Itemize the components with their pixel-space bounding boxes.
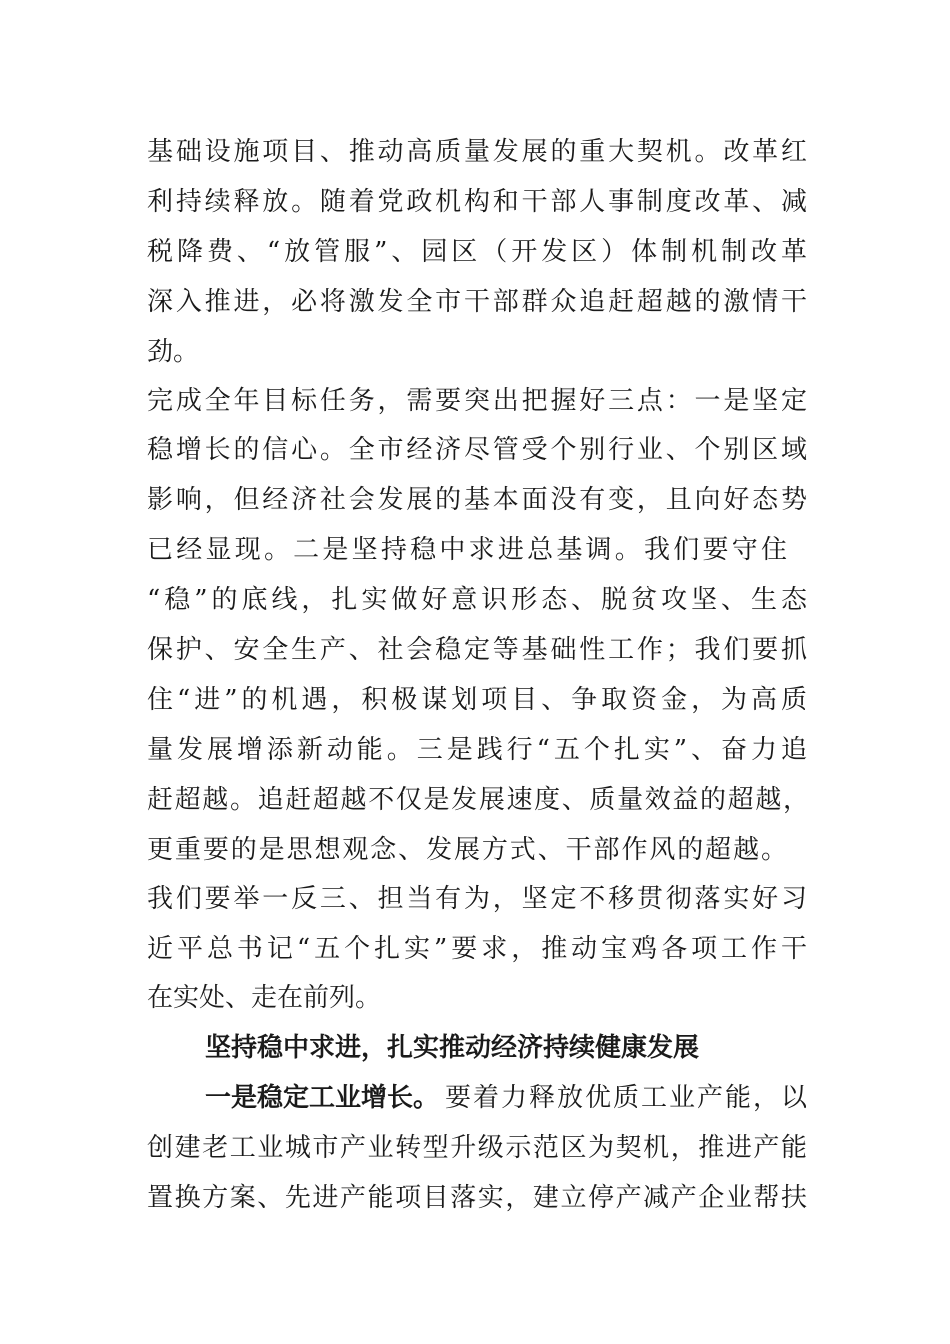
paragraph-line: 赶超越。追赶超越不仅是发展速度、质量效益的超越， <box>147 785 809 815</box>
section-heading: 坚持稳中求进，扎实推动经济持续健康发展 <box>205 1033 700 1063</box>
paragraph-line: 置换方案、先进产能项目落实，建立停产减产企业帮扶 <box>147 1183 807 1213</box>
paragraph-lead: 一是稳定工业增长。 <box>205 1083 440 1113</box>
paragraph-line: 影响，但经济社会发展的基本面没有变，且向好态势 <box>147 485 807 515</box>
paragraph-line: 完成全年目标任务，需要突出把握好三点：一是坚定 <box>147 386 807 416</box>
paragraph-line: 量发展增添新动能。三是践行“五个扎实”、奋力追 <box>147 735 807 765</box>
paragraph-line: 深入推进，必将激发全市干部群众追赶超越的激情干 <box>147 287 807 317</box>
paragraph-line: 更重要的是思想观念、发展方式、干部作风的超越。 <box>147 835 787 865</box>
paragraph-line: 稳增长的信心。全市经济尽管受个别行业、个别区域 <box>147 435 807 465</box>
paragraph-line: 创建老工业城市产业转型升级示范区为契机，推进产能 <box>147 1133 807 1163</box>
paragraph-line: 保护、安全生产、社会稳定等基础性工作；我们要抓 <box>147 635 807 665</box>
paragraph-line: 在实处、走在前列。 <box>147 983 382 1013</box>
paragraph-line: 近平总书记“五个扎实”要求，推动宝鸡各项工作干 <box>147 934 807 964</box>
paragraph-line: 利持续释放。随着党政机构和干部人事制度改革、减 <box>147 187 807 217</box>
paragraph-line: 已经显现。二是坚持稳中求进总基调。我们要守住 <box>147 535 787 565</box>
paragraph-first-line <box>205 1078 807 1118</box>
paragraph-line: 住“进”的机遇，积极谋划项目、争取资金，为高质 <box>147 685 807 715</box>
paragraph-line: 我们要举一反三、担当有为，坚定不移贯彻落实好习 <box>147 884 807 914</box>
paragraph-line: 基础设施项目、推动高质量发展的重大契机。改革红 <box>147 137 807 167</box>
paragraph-lead-rest: 要着力释放优质工业产能，以 <box>445 1083 807 1113</box>
paragraph-line: 劲。 <box>147 337 200 367</box>
paragraph-line: 税降费、“放管服”、园区（开发区）体制机制改革 <box>147 237 807 267</box>
paragraph-line: “稳”的底线，扎实做好意识形态、脱贫攻坚、生态 <box>147 585 807 615</box>
